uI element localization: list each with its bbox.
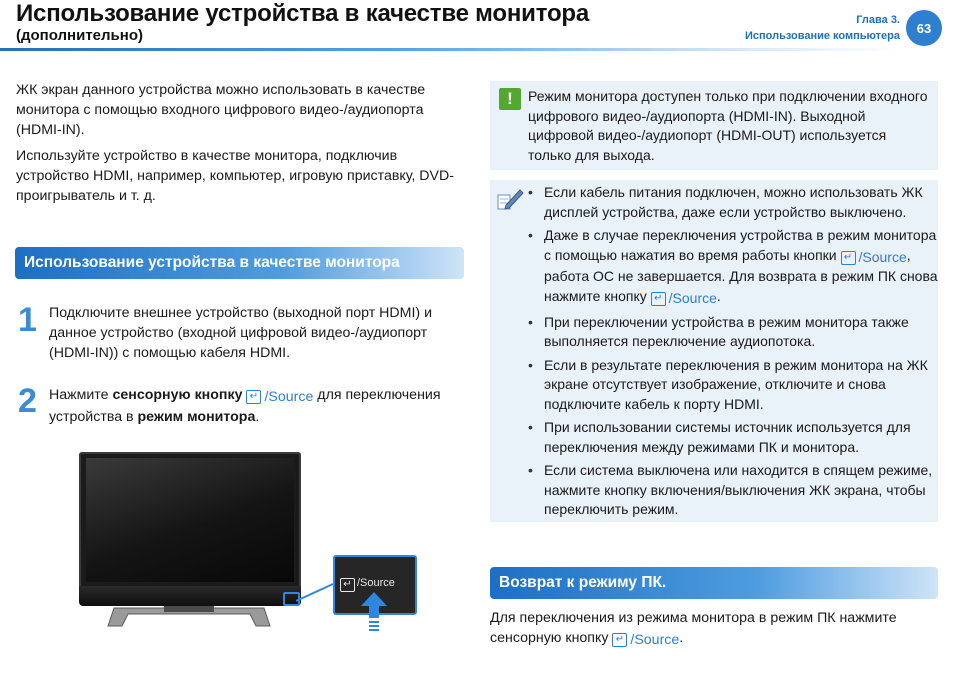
monitor-screen [86, 458, 294, 582]
return-arrow-icon: ↵ [651, 292, 666, 306]
note-item: • Если в результате переключения в режим монитора на ЖК экране отсутствует изображение, отключите и снова подключите кабель к порту HDMI. [528, 356, 938, 415]
step-2-bold-monitor-mode: режим монитора [137, 409, 256, 425]
note-item: • При использовании системы источник используется для переключения между режимами ПК и монитора. [528, 418, 938, 457]
note-item: • Если система выключена или находится в спящем режиме, нажмите кнопку включения/выключения ЖК экрана, чтобы переключить режим. [528, 461, 938, 520]
step-1-number: 1 [18, 301, 37, 339]
step-2-pre: Нажмите [49, 387, 113, 403]
chapter-number: Глава 3. [856, 14, 900, 26]
step-2-bold-touch-button: сенсорную кнопку [112, 387, 243, 403]
notes-list [528, 183, 938, 524]
return-pc-text [490, 608, 942, 650]
note-text: , работа ОС не завершается. Для возврата в режим ПК снова нажмите кнопку [544, 246, 938, 304]
source-button-inline [651, 289, 717, 309]
step-2-mid: для переключения устройства в [49, 387, 441, 425]
return-arrow-icon: ↵ [841, 251, 856, 265]
source-label: /Source [264, 389, 314, 405]
source-label: /Source [668, 290, 717, 306]
arrow-up-icon [361, 592, 387, 632]
source-button-inline [841, 248, 907, 268]
intro-paragraph-2: Используйте устройство в качестве монитора, подключив устройство HDMI, например, компьютер, игровую приставку, DVD-проигрыватель и т. д. [16, 148, 454, 204]
step-1-text: Подключите внешнее устройство (выходной порт HDMI) и данное устройство (входной цифровой видео-/аудиопорт (HDMI-IN)) с помощью кабеля HDMI. [49, 305, 433, 361]
callout-connector [296, 583, 334, 603]
step-2-number: 2 [18, 382, 37, 420]
return-arrow-icon: ↵ [340, 578, 355, 592]
step-2-post: . [255, 409, 260, 425]
note-item: • Если кабель питания подключен, можно использовать ЖК дисплей устройства, даже если устройство выключено. [528, 183, 938, 222]
note-text: Даже в случае переключения устройства в режим монитора с помощью нажатия во время работы кнопки [544, 227, 937, 263]
chapter-label [745, 12, 900, 44]
note-item: • При переключении устройства в режим монитора также выполняется переключение аудиопотока. [528, 313, 938, 352]
exclamation-icon: ! [499, 88, 521, 110]
source-button-inline [246, 387, 313, 407]
intro-paragraph-1: ЖК экран данного устройства можно использовать в качестве монитора с помощью входного цифрового видео-/аудиопорта (HDMI-IN). [16, 82, 426, 138]
section-heading-return-pc: Возврат к режиму ПК. [490, 567, 938, 599]
note-text: . [716, 287, 721, 304]
header-divider [0, 48, 898, 51]
return-arrow-icon: ↵ [612, 633, 627, 647]
page-title: Использование устройства в качестве монитора [16, 0, 590, 27]
return-pc-text-post: . [679, 630, 684, 646]
note-item [528, 226, 938, 309]
source-label: /Source [630, 632, 680, 648]
callout-source-label [340, 577, 395, 592]
step-2-text [49, 385, 465, 427]
warning-text: Режим монитора доступен только при подключении входного цифрового видео-/аудиопорта (HDMI-IN). Выходной цифровой видео-/аудиопорт (HDMI-OUT) используется только для выхода. [528, 88, 928, 163]
monitor-bezel-bottom [79, 586, 301, 606]
section-heading-monitor-mode: Использование устройства в качестве монитора [15, 247, 464, 279]
chapter-name: Использование компьютера [744, 30, 900, 42]
source-label: /Source [858, 248, 907, 265]
return-arrow-icon: ↵ [246, 390, 261, 404]
page-number-badge: 63 [906, 10, 942, 46]
return-pc-text-pre: Для переключения из режима монитора в режим ПК нажмите сенсорную кнопку [490, 610, 897, 646]
monitor-stand [104, 606, 274, 628]
source-button-inline [612, 630, 679, 650]
pencil-note-icon [496, 187, 524, 213]
callout-source-text: /Source [357, 577, 395, 589]
page-subtitle: (дополнительно) [16, 27, 143, 44]
